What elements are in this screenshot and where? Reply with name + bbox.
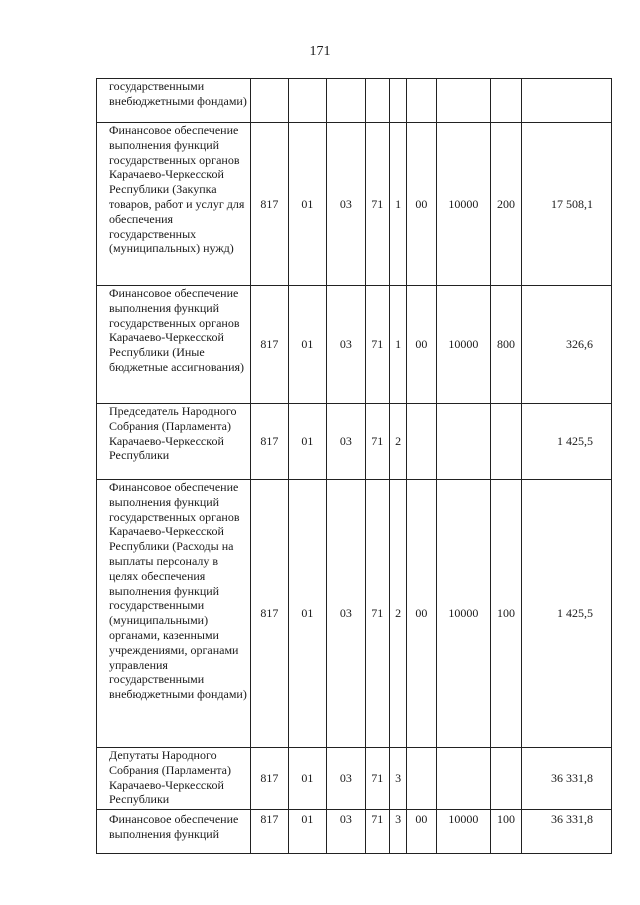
- cell-direction: [436, 79, 491, 123]
- cell-amount: 36 331,8: [521, 810, 611, 854]
- cell-expense-type: [491, 748, 521, 810]
- cell-expense-type: 800: [491, 286, 521, 404]
- budget-table: [96, 78, 612, 854]
- cell-subprogram: 3: [389, 748, 406, 810]
- cell-event: [407, 748, 436, 810]
- cell-ministry: 817: [251, 480, 289, 748]
- cell-direction: [436, 748, 491, 810]
- cell-expense-type: [491, 79, 521, 123]
- cell-section: [288, 79, 327, 123]
- cell-direction: 10000: [436, 286, 491, 404]
- table-row: [97, 79, 612, 123]
- row-name: Председатель Народного Собрания (Парламента) Карачаево-Черкесской Республики: [97, 404, 251, 480]
- cell-subprogram: 2: [389, 480, 406, 748]
- cell-event: [407, 79, 436, 123]
- cell-expense-type: 100: [491, 480, 521, 748]
- table-row: [97, 404, 612, 480]
- cell-subsection: [327, 79, 366, 123]
- table-row: [97, 123, 612, 286]
- cell-expense-type: 200: [491, 123, 521, 286]
- cell-program: 71: [365, 810, 389, 854]
- cell-subsection: 03: [327, 404, 366, 480]
- table-row: [97, 810, 612, 854]
- cell-direction: 10000: [436, 810, 491, 854]
- cell-expense-type: [491, 404, 521, 480]
- row-name: государственными внебюджетными фондами): [97, 79, 251, 123]
- cell-ministry: [251, 79, 289, 123]
- table-row: [97, 748, 612, 810]
- cell-subprogram: [389, 79, 406, 123]
- row-name: Депутаты Народного Собрания (Парламента) Карачаево-Черкесской Республики: [97, 748, 251, 810]
- cell-direction: [436, 404, 491, 480]
- cell-subprogram: 1: [389, 123, 406, 286]
- cell-event: [407, 404, 436, 480]
- cell-subprogram: 1: [389, 286, 406, 404]
- cell-section: 01: [288, 810, 327, 854]
- cell-section: 01: [288, 748, 327, 810]
- cell-subsection: 03: [327, 123, 366, 286]
- cell-amount: [521, 79, 611, 123]
- cell-program: 71: [365, 480, 389, 748]
- cell-event: 00: [407, 480, 436, 748]
- row-name: Финансовое обеспечение выполнения функций государственных органов Карачаево-Черкесской Республики (Иные бюджетные ассигнования): [97, 286, 251, 404]
- cell-ministry: 817: [251, 123, 289, 286]
- row-name: Финансовое обеспечение выполнения функций: [97, 810, 251, 854]
- cell-subsection: 03: [327, 286, 366, 404]
- row-name: Финансовое обеспечение выполнения функций государственных органов Карачаево-Черкесской Республики (Закупка товаров, работ и услуг для обеспечения государственных (муниципальных) нужд): [97, 123, 251, 286]
- cell-section: 01: [288, 404, 327, 480]
- table-row: [97, 480, 612, 748]
- cell-amount: 1 425,5: [521, 480, 611, 748]
- cell-subsection: 03: [327, 480, 366, 748]
- cell-direction: 10000: [436, 480, 491, 748]
- cell-program: 71: [365, 748, 389, 810]
- cell-direction: 10000: [436, 123, 491, 286]
- cell-amount: 326,6: [521, 286, 611, 404]
- cell-subsection: 03: [327, 810, 366, 854]
- cell-subsection: 03: [327, 748, 366, 810]
- table-row: [97, 286, 612, 404]
- cell-program: 71: [365, 404, 389, 480]
- row-name: Финансовое обеспечение выполнения функций государственных органов Карачаево-Черкесской Республики (Расходы на выплаты персоналу в целях обеспечения выполнения функций государственными (муниципальными) органами, казенными учреждениями, органами управления государственными внебюджетными фондами): [97, 480, 251, 748]
- cell-section: 01: [288, 480, 327, 748]
- cell-subprogram: 2: [389, 404, 406, 480]
- cell-program: 71: [365, 286, 389, 404]
- cell-expense-type: 100: [491, 810, 521, 854]
- cell-section: 01: [288, 286, 327, 404]
- cell-event: 00: [407, 810, 436, 854]
- cell-section: 01: [288, 123, 327, 286]
- cell-ministry: 817: [251, 404, 289, 480]
- cell-ministry: 817: [251, 748, 289, 810]
- cell-event: 00: [407, 123, 436, 286]
- cell-amount: 1 425,5: [521, 404, 611, 480]
- cell-amount: 36 331,8: [521, 748, 611, 810]
- cell-amount: 17 508,1: [521, 123, 611, 286]
- cell-ministry: 817: [251, 286, 289, 404]
- page-number: 171: [309, 44, 331, 59]
- cell-program: [365, 79, 389, 123]
- cell-event: 00: [407, 286, 436, 404]
- cell-program: 71: [365, 123, 389, 286]
- cell-subprogram: 3: [389, 810, 406, 854]
- cell-ministry: 817: [251, 810, 289, 854]
